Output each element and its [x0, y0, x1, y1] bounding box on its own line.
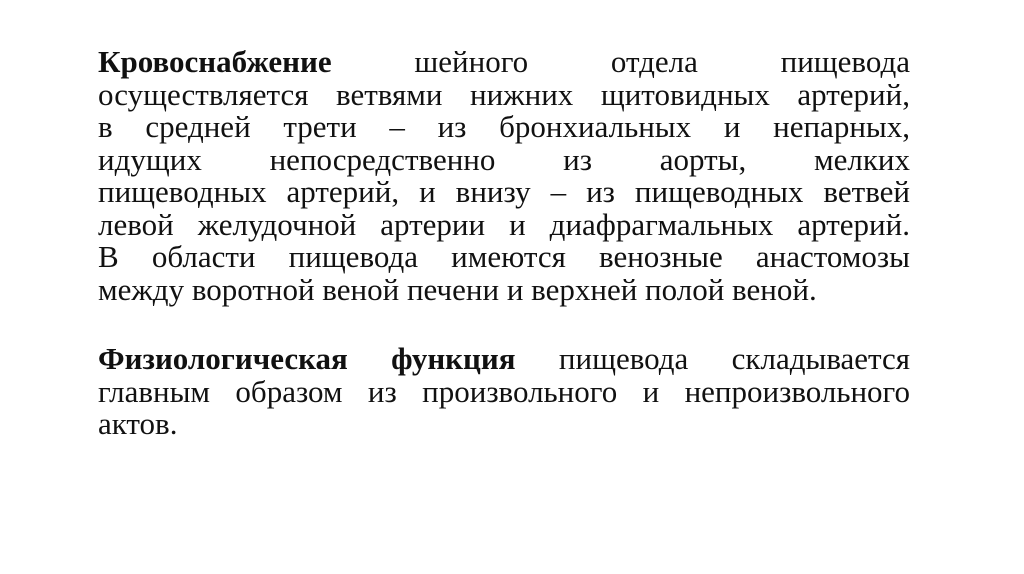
- paragraph-line: В области пищевода имеются венозные анастомозы: [98, 239, 910, 274]
- paragraph-blood-supply: [98, 46, 910, 306]
- bold-term-blood-supply: Кровоснабжение: [98, 44, 332, 79]
- paragraph-line: идущих непосредственно из аорты, мелких: [98, 141, 910, 177]
- paragraph-line: в средней трети – из бронхиальных и непарных,: [98, 109, 910, 144]
- bold-term-physiology: Физиологическая функция: [98, 341, 516, 376]
- paragraph-line: левой желудочной артерии и диафрагмальных артерий.: [98, 206, 910, 242]
- paragraph-line: [98, 343, 910, 376]
- slide-body: [98, 46, 910, 441]
- paragraph-line: пищеводных артерий, и внизу – из пищеводных ветвей: [98, 174, 910, 209]
- text-fragment: шейного отдела пищевода: [414, 44, 910, 79]
- paragraph-physiology: [98, 343, 910, 441]
- paragraph-line: главным образом из произвольного и непроизвольного: [98, 373, 910, 409]
- paragraph-line: осуществляется ветвями нижних щитовидных артерий,: [98, 76, 910, 112]
- paragraph-line: [98, 46, 910, 79]
- text-fragment: пищевода складывается: [558, 341, 911, 376]
- paragraph-line: актов.: [98, 406, 178, 441]
- paragraph-line: между воротной веной печени и верхней полой веной.: [98, 271, 817, 307]
